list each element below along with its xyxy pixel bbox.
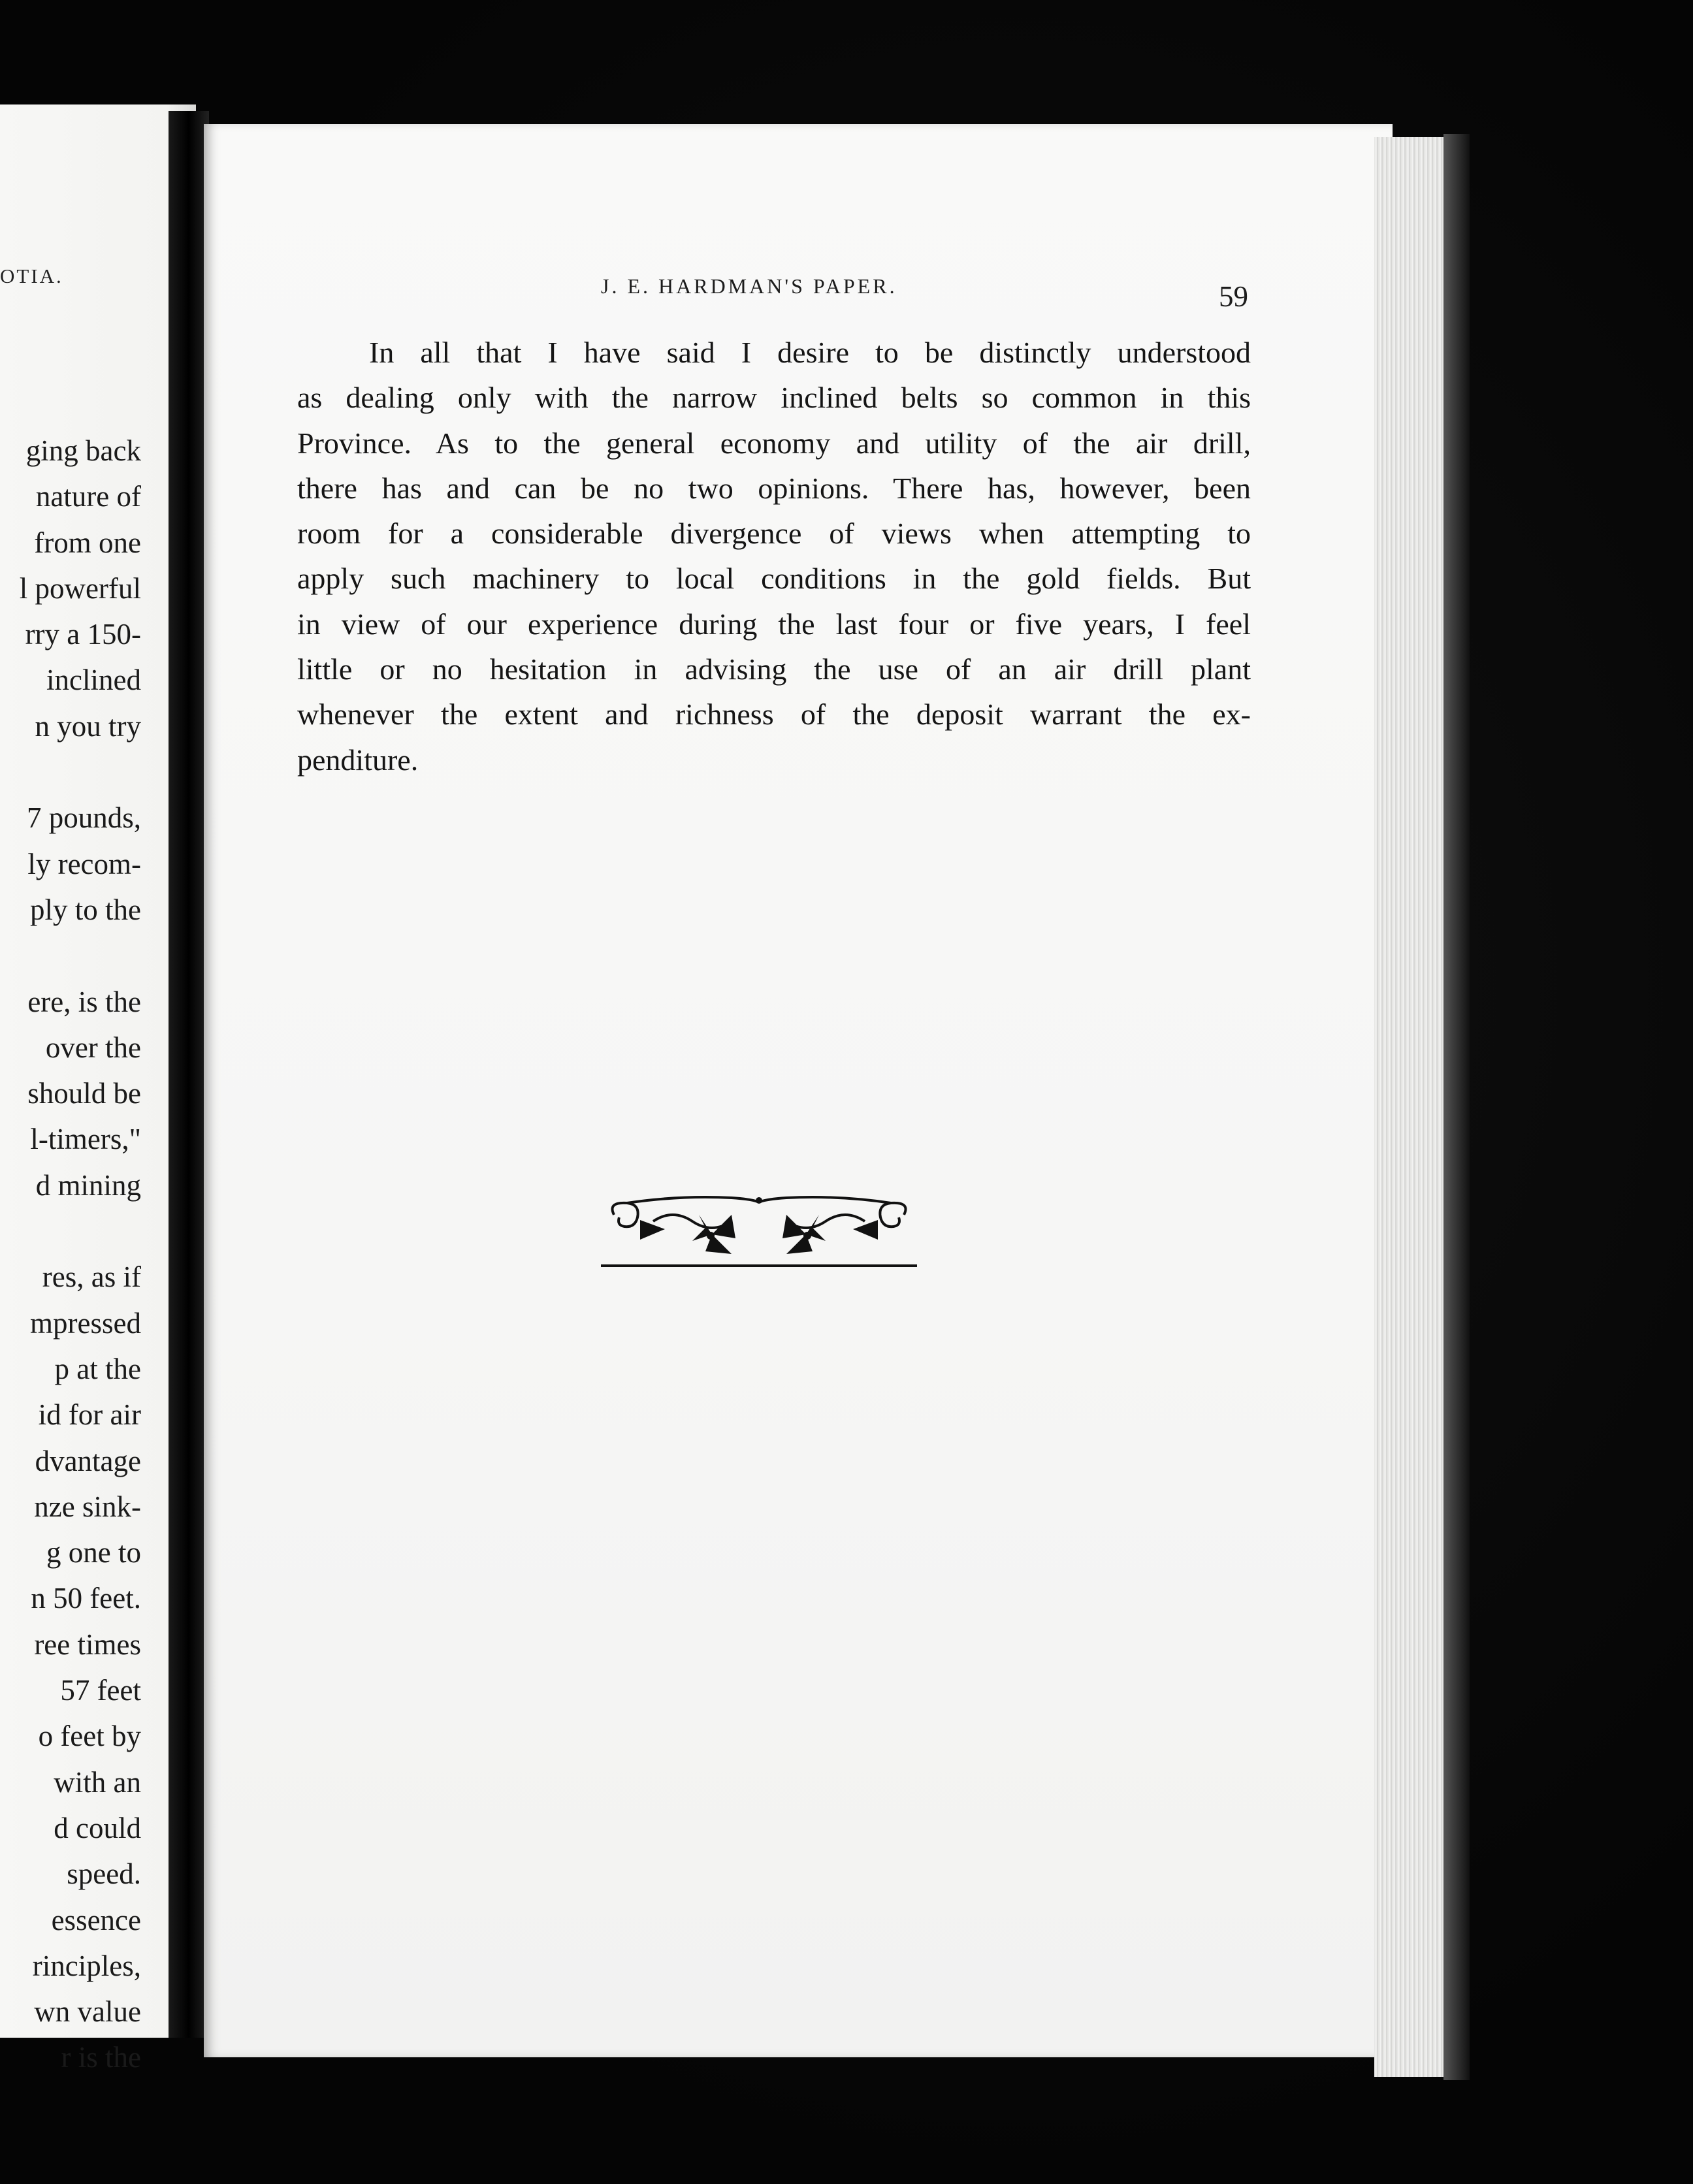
text-line: In all that I have said I desire to be distinctly understood bbox=[369, 336, 1251, 369]
text-line: should be bbox=[27, 1077, 141, 1110]
text-line: rinciples, bbox=[32, 1949, 141, 1982]
text-line: dvantage bbox=[35, 1444, 141, 1477]
text-line: g one to bbox=[46, 1536, 141, 1569]
text-line: Province. As to the general economy and utility of the air drill, bbox=[297, 426, 1251, 460]
text-line: ere, is the bbox=[27, 985, 141, 1018]
page-number: 59 bbox=[1219, 280, 1248, 313]
text-line: ging back bbox=[25, 434, 141, 467]
scroll-ornament-icon bbox=[601, 1189, 917, 1274]
text-line: r is the bbox=[61, 2041, 141, 2074]
text-line: with an bbox=[54, 1765, 141, 1799]
line-gap bbox=[20, 933, 141, 978]
text-line: n 50 feet. bbox=[31, 1582, 141, 1615]
text-line: room for a considerable divergence of views when attempting to bbox=[297, 517, 1251, 551]
text-line: as dealing only with the narrow inclined belts so common in this bbox=[297, 381, 1251, 415]
text-line: penditure. bbox=[297, 743, 419, 777]
text-line: from one bbox=[34, 526, 141, 559]
text-line: 7 pounds, bbox=[26, 801, 141, 835]
text-line: res, as if bbox=[42, 1261, 141, 1294]
text-line: n you try bbox=[35, 709, 141, 743]
text-line: little or no hesitation in advising the use of an air drill plant bbox=[297, 652, 1251, 686]
text-line: d mining bbox=[35, 1168, 141, 1202]
text-line: apply such machinery to local conditions in the gold fields. But bbox=[297, 562, 1251, 596]
text-line: 57 feet bbox=[60, 1674, 141, 1707]
text-line: mpressed bbox=[30, 1306, 141, 1340]
left-page-text bbox=[20, 428, 141, 2081]
text-line: l-timers," bbox=[30, 1123, 141, 1156]
text-line: wn value bbox=[34, 1995, 141, 2029]
text-line: in view of our experience during the last four or five years, I feel bbox=[297, 607, 1251, 641]
line-gap bbox=[20, 1208, 141, 1254]
text-line: id for air bbox=[38, 1398, 141, 1432]
text-line: speed. bbox=[67, 1857, 141, 1891]
text-line: p at the bbox=[54, 1352, 141, 1385]
text-line: l powerful bbox=[19, 571, 141, 605]
text-line: inclined bbox=[46, 664, 141, 697]
text-line: d could bbox=[54, 1811, 141, 1844]
text-line: there has and can be no two opinions. There has, however, been bbox=[297, 471, 1251, 505]
text-line: essence bbox=[51, 1903, 141, 1936]
text-line: rry a 150- bbox=[25, 618, 141, 651]
text-line: nze sink- bbox=[34, 1490, 141, 1523]
running-head: J. E. HARDMAN'S PAPER. bbox=[601, 274, 897, 298]
left-page bbox=[0, 104, 196, 2074]
text-line: ply to the bbox=[30, 893, 141, 926]
text-line: o feet by bbox=[38, 1720, 141, 1753]
text-line: over the bbox=[45, 1031, 141, 1064]
left-running-head: OTIA. bbox=[0, 265, 63, 287]
text-line: ly recom- bbox=[27, 847, 141, 880]
text-line: whenever the extent and richness of the deposit warrant the ex- bbox=[297, 698, 1251, 731]
page-edges bbox=[1374, 137, 1454, 2077]
text-line: nature of bbox=[35, 480, 141, 513]
book-gutter bbox=[169, 111, 209, 2038]
book-cover-edge bbox=[1443, 134, 1470, 2080]
body-paragraph bbox=[297, 330, 1251, 782]
line-gap bbox=[20, 749, 141, 795]
text-line: ree times bbox=[34, 1628, 141, 1661]
